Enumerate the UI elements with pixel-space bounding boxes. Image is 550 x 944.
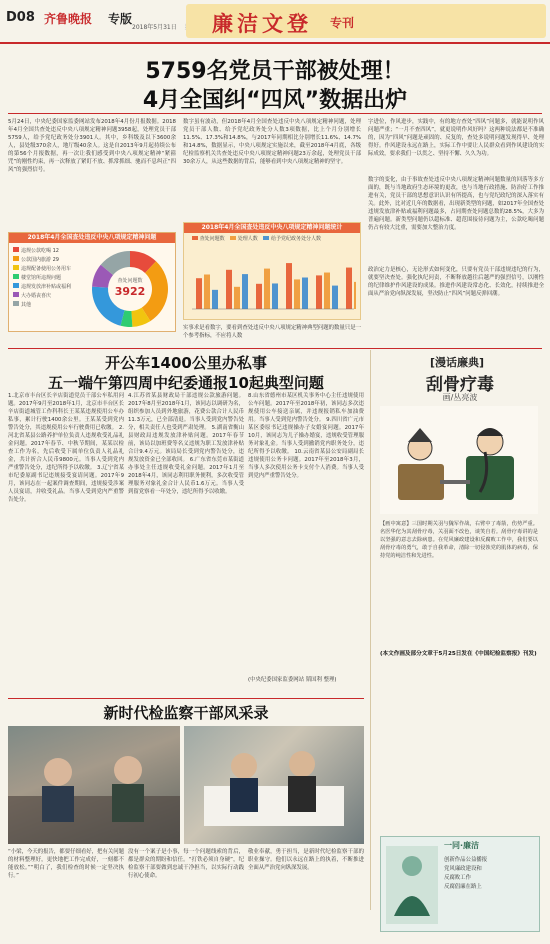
- legend-swatch: [13, 265, 19, 270]
- bar: [324, 273, 330, 309]
- pie-legend-item: [13, 283, 93, 292]
- promo-line: 创新作品公益播报: [444, 857, 488, 863]
- article3-col3: 敬业奉献，勇于担当，是新时代纪检监察干部的职业操守。他们以永远在路上的执着，不断推进全面从严治党向纵深发展。: [248, 849, 364, 871]
- bar: [332, 286, 338, 309]
- bar-legend: [192, 235, 358, 244]
- bar: [212, 290, 218, 309]
- bar: [264, 269, 270, 309]
- article1-title-line1: 5759名党员干部被处理！: [145, 59, 405, 84]
- legend-label: 违规公款吃喝 12: [21, 248, 59, 254]
- bar: [196, 278, 202, 309]
- legend-series-3: 给予党纪政务处分人数: [271, 236, 322, 242]
- bar-chart-box: [183, 222, 361, 320]
- pie-chart-box: [8, 232, 176, 332]
- legend-swatch: [13, 283, 19, 288]
- legend-swatch: [13, 247, 19, 252]
- sidebar-author: 画/丛亮波: [442, 393, 478, 402]
- pie-legend-item: [13, 256, 93, 265]
- article1-col4: 数字的变化，由于事故查处违反中央八项规定精神问题数量的回落等多方面的，既与当地政府生态环境的更改，也与当地行政措施、防治好工作推进有关，党员干部的思想意识认识有所提高，也与党纪政纪的深入落实有关。此外，比对近几年的数据看，出现新类型的问题，如2017年全国查处违规发放津补贴或福利问题最多，占同期查处问题总数的28.5%，大多为普遍问题。新类型问题仍以超标准、超范围接待问题为主，公款吃喝问题仍占有较大比重，需要加大整治力度。: [368, 177, 544, 231]
- promo-line: 反腐倡廉在路上: [444, 884, 482, 890]
- promo-line: 反腐败工作: [444, 875, 471, 881]
- article2-col3: 8.山东省德州市某区机关事务中心主任违规使用公车问题。2017年至2018年初，该同志多次违规使用公车接送亲属，并违规报销私车加油费用。当事人受到党内警告处分。 9.四川省广元市某区委原书记违规操办子女婚宴问题。2017年10月，该同志为儿子操办婚宴，违规收受管理服务对象礼金。当事人受到撤销党内职务处分，违纪所得予以收缴。 10.云南省某县公安局副局长违规使用公务卡问题。2017年至2018年3月，当事人多次使用公务卡支付个人消费。当事人受到党内严重警告处分。: [248, 393, 364, 479]
- promo-line: 党风廉政建设和: [444, 866, 482, 872]
- bar: [204, 275, 210, 309]
- article2-col2: 4.江苏省某县财政局干部违规公款旅游问题。2017年8月至2018年1月，该同志以调研为名，组织参加人员到外地旅游，花费公款合计人民币11.3万元，已全部清退。当事人受到党内警告处分，相关责任人也受到严肃处理。 5.湖南省衡山县财政局违规发放津补贴问题。2017年春节前，该局以加班费等名义违规为职工发放津补贴合计9.4万元。该局局长受到党内警告处分，违规发放资金已全部收回。 6.广东省东莞市某街道办事处主任违规收受礼金问题。2017年1月至2018年4月，该同志利用职务便利，多次收受管理服务对象礼金合计人民币1.6万元。当事人受到留党察看一年处分，违纪所得予以收缴。: [128, 393, 244, 495]
- bar: [354, 282, 356, 309]
- bar: [242, 274, 248, 309]
- bar: [234, 287, 240, 309]
- legend-swatch: [192, 236, 198, 240]
- article1-col2: 数字虽有波动，但2018年4月全国查处违反中央八项规定精神问题，处理党员干部人数、给予党纪政务处分人数3项数据，比上个月分别增长11.5%、17.3%和14.8%，与2017年同期相比分别增长11.6%、14.7%和14.8%，数据显示，中央八项规定实施以来，截至2018年4月底，各级纪检监察机关共查处违反中央八项规定精神问题23万余起，处理党员干部30余万人，从这些数据的背后，能够看到中央八项规定精神的坚守。: [183, 119, 361, 165]
- promo-title: 一同·廉洁: [444, 841, 480, 850]
- page-number: D08: [6, 10, 35, 25]
- bar: [294, 279, 300, 309]
- banner-title: 廉洁文登: [212, 11, 312, 36]
- article1-chart-caption: 实事求是看数字，要看到查处违反中央八项规定精神典型问题的数量只是一个参考指标，不应将人数: [183, 325, 361, 339]
- bar: [226, 270, 232, 309]
- legend-label: 违规配备使用公务用车: [21, 266, 72, 272]
- article3-photo-right: [184, 726, 364, 844]
- pie-legend-item: [13, 265, 93, 274]
- bar: [256, 284, 262, 309]
- article1-title-line2: 4月全国纠“四风”数据出炉: [142, 88, 408, 113]
- article3-photo-left: [8, 726, 180, 844]
- date: 2018年5月31日: [132, 24, 177, 31]
- promo-illustration: [386, 846, 438, 924]
- divider: [8, 113, 542, 114]
- legend-swatch: [13, 256, 19, 261]
- divider: [8, 348, 542, 349]
- legend-label: 大办婚丧喜庆: [21, 293, 52, 299]
- article1-col5: 政治定力是核心，无论形式如何变化，只要有党员干部违规违纪的行为，就要坚决查处。强化执纪问责，不断释放越往后越严的强烈信号，以刚性的纪律维护作风建设的成果。推进作风建设常态化、长效化，持续推进全面从严治党向纵深发展，坚决防止“四风”问题反弹回潮。: [368, 267, 544, 297]
- legend-series-2: 处理人数: [237, 236, 258, 242]
- article2-source: (中央纪委国家监委网站 韬国利 整理): [248, 677, 337, 683]
- legend-swatch: [230, 236, 236, 240]
- bar-chart-title: 2018年4月全国查处违反中央八项规定精神问题统计: [184, 223, 360, 233]
- promo-lines: [444, 856, 538, 892]
- photo-content: [184, 726, 364, 844]
- legend-swatch: [13, 301, 19, 306]
- legend-swatch: [13, 274, 19, 279]
- legend-swatch: [13, 292, 19, 297]
- bar: [272, 283, 278, 309]
- photo-content: [8, 726, 180, 844]
- bar-chart: [190, 247, 356, 317]
- legend-label: 楼堂馆所违规问题: [21, 275, 62, 281]
- article1-col3: 字进位，作风进步，实践中，有的地方查处“四风”问题多，就能说明作风问题严重；“一月不查四风”，就更说明作风好吗？这两种说法都是不准确的，因为“四风”问题是顽固的、反复的，查处多说明问题发现得早、处理得好。作风建设永远在路上，实际工作中要让人民群众看到作风建设的实际成效，要求我们一以贯之、坚持不懈、久久为功。: [368, 119, 544, 157]
- bar: [346, 268, 352, 309]
- edition-label: 专版: [108, 12, 133, 26]
- legend-label: 其他: [21, 302, 32, 308]
- sidebar-section-tag: [漫话廉典]: [429, 356, 485, 369]
- legend-label: 公款国内旅游 29: [21, 257, 59, 263]
- newspaper-name: 齐鲁晚报: [44, 12, 93, 26]
- pie-legend-item: [13, 274, 93, 283]
- pie-legend-item: [13, 247, 93, 256]
- pie-center-label: 查处问题数: [117, 278, 143, 284]
- article1-col1: 5月24日，中央纪委国家监委网站发布2018年4月份月报数据。2018年4月全国共查处违反中央八项规定精神问题3958起，处理党员干部5759人，给予党纪政务处分3901人。其中，乡科级及以下3600余人，县处级370余人，地厅级40余人。这是自2013年9月起持续公布的第56个月报数据，再一次让我们感受到中央八项规定精神“紧箍咒”的刚性约束，再一次释放了紧盯不放、抓常抓细、驰而不息纠正“四风”的强烈信号。: [8, 119, 176, 173]
- bar: [316, 275, 322, 309]
- article3-title: 新时代检监察干部风采录: [103, 704, 269, 722]
- sidebar-footer-note: (本文作画及部分文章于5月25日发在《中国纪检监察报》刊发): [380, 651, 537, 657]
- divider: [8, 698, 364, 699]
- pie-center-value: 3922: [114, 285, 146, 298]
- article2-title-line2: 五一端午第四周中纪委通报10起典型问题: [48, 374, 324, 392]
- sidebar-body: 【画中寓意】三国时期关羽与魏军作战，右臂中了毒箭，伤势严重。名医华佗为其刮骨疗毒，关羽面不改色，谈笑自若。刮骨疗毒讲的是以坚强的意志去除病患。在党风廉政建设和反腐败工作中，我们要以刮骨疗毒的勇气，敢于自我革命，清除一切侵蚀党的肌体的病毒，保持党的纯洁性和先进性。: [380, 521, 538, 559]
- article3-col2: 没有一个案子是小事，每一个问题线索的背后，都是群众的期盼和信任。“打铁必须自身硬”，纪检监察干部要做到忠诚干净担当，以实际行动践行初心使命。: [128, 849, 244, 879]
- pie-legend: [13, 247, 93, 310]
- sidebar-column-title: 刮骨疗毒: [426, 375, 494, 395]
- legend-swatch: [263, 236, 269, 240]
- bar: [302, 278, 308, 309]
- banner-subtitle: 专刊: [330, 16, 355, 30]
- bar: [286, 263, 292, 309]
- legend-label: 违规发放津补贴或福利: [21, 284, 72, 290]
- legend-series-1: 查处问题数: [199, 236, 225, 242]
- pie-chart-title: 2018年4月全国查处违反中央八项规定精神问题: [9, 233, 175, 243]
- cartoon-illustration: [380, 406, 538, 514]
- pie-legend-item: [13, 292, 93, 301]
- article2-title-line1: 开公车1400公里办私事: [105, 354, 267, 372]
- pie-legend-item: [13, 301, 93, 310]
- article3-col1: “小梁，今天的报告，都要仔细看好，把有关问题的材料整理好，更快地把工作完成好，一刻都不能放松。”“明白了，我们检查的时候一定坚决执行。”: [8, 849, 124, 879]
- article2-col1: 1.北京市丰台区长辛店街道党员干部公车私用问题。2017年9月至2018年1月，北京市丰台区长辛店街道城管工作科科长王某某违规使用公车办私事，累计行驶1400余公里。王某某受到党内警告处分，其违规使用公车行驶费用已收缴。 2.河北省某县公路养护单位负责人违规收受礼品礼金问题。2017年春节、中秋节期间，某某以检查工作为名，先后收受下属单位负责人礼品礼金，共计折合人民币9800元。当事人受到党内严重警告处分，违纪所得予以收缴。 3.辽宁省某市纪委原副书记违规接受宴请问题。2017年9月，该同志在一起案件调查期间，违规接受涉案人员宴请，并收受礼品。当事人受到党内严重警告处分。: [8, 393, 124, 503]
